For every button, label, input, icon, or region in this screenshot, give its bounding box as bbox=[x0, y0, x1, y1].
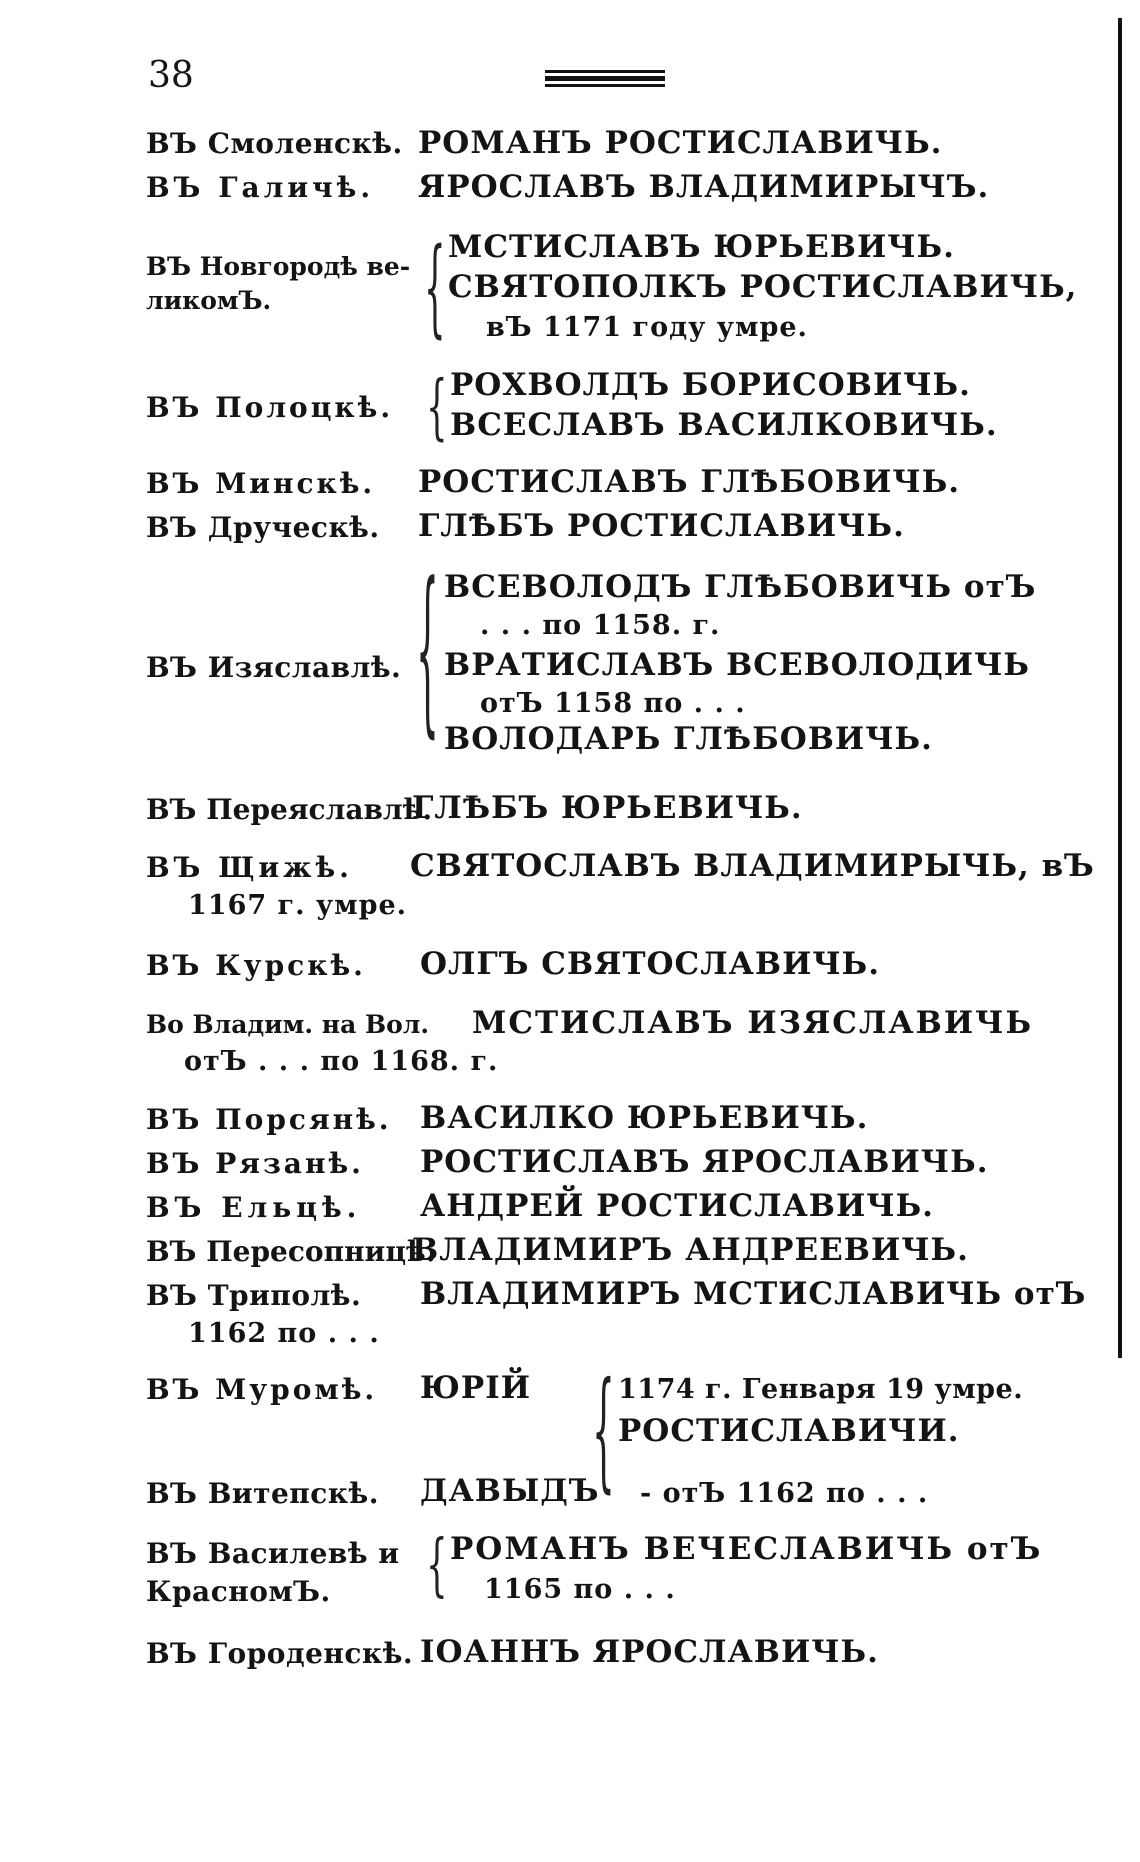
entry-place: ВЪ Минскѣ. bbox=[146, 467, 376, 500]
entry-ruler: ЯРОСЛАВЪ ВЛАДИМИРЫЧЪ. bbox=[418, 169, 990, 205]
entry-ruler: ГЛѢБЪ РОСТИСЛАВИЧЬ. bbox=[418, 508, 905, 544]
curly-brace-icon: { bbox=[426, 1526, 448, 1606]
curly-brace-icon: { bbox=[426, 365, 448, 450]
entry-ruler: РОМАНЪ РОСТИСЛАВИЧЬ. bbox=[418, 125, 943, 161]
entry-ruler: ДАВЫДЪ bbox=[420, 1473, 600, 1509]
page-edge-line bbox=[1118, 18, 1122, 1358]
entry-ruler: РОХВОЛДЪ БОРИСОВИЧЬ. bbox=[450, 367, 971, 403]
entry-place: ВЪ Галичѣ. bbox=[146, 171, 375, 204]
entry-ruler: МСТИСЛАВЪ ЮРЬЕВИЧЬ. bbox=[448, 229, 955, 265]
entry-ruler: СВЯТОПОЛКЪ РОСТИСЛАВИЧЬ, bbox=[448, 269, 1078, 305]
entry-note: вЪ 1171 году умре. bbox=[486, 312, 808, 343]
curly-brace-icon: { bbox=[424, 226, 446, 351]
entry-ruler: ВЛАДИМИРЪ МСТИСЛАВИЧЬ отЪ bbox=[420, 1276, 1087, 1312]
entry-note: - отЪ 1162 по . . . bbox=[640, 1478, 929, 1509]
entry-ruler: ВРАТИСЛАВЪ ВСЕВОЛОДИЧЬ bbox=[444, 647, 1030, 683]
entry-ruler: РОСТИСЛАВЪ ГЛѢБОВИЧЬ. bbox=[418, 464, 961, 500]
entry-place: ВЪ Триполѣ. bbox=[146, 1279, 362, 1312]
entry-ruler: РОСТИСЛАВЪ ЯРОСЛАВИЧЬ. bbox=[420, 1144, 989, 1180]
entry-ruler: СВЯТОСЛАВЪ ВЛАДИМИРЫЧЬ, вЪ bbox=[410, 848, 1095, 884]
entry-place: ВЪ Переяславлѣ. bbox=[146, 793, 433, 826]
entry-place: ВЪ Рязанѣ. bbox=[146, 1147, 364, 1180]
entry-note: отЪ . . . по 1168. г. bbox=[184, 1046, 499, 1077]
entry-place: ВЪ Ельцѣ. bbox=[146, 1191, 362, 1224]
entry-ruler: АНДРЕЙ РОСТИСЛАВИЧЬ. bbox=[420, 1188, 934, 1224]
page-number: 38 bbox=[148, 55, 194, 96]
entry-ruler: ВАСИЛКО ЮРЬЕВИЧЬ. bbox=[420, 1100, 869, 1136]
entry-place: ВЪ Полоцкѣ. bbox=[146, 391, 394, 424]
entry-place: ВЪ Муромѣ. bbox=[146, 1373, 378, 1406]
entry-place: ликомЪ. bbox=[146, 286, 272, 315]
entry-place: ВЪ Щижѣ. bbox=[146, 851, 353, 884]
entry-ruler: ВЛАДИМИРЪ АНДРЕЕВИЧЬ. bbox=[412, 1232, 969, 1268]
header-rule-bottom bbox=[545, 84, 665, 87]
header-rule-mid bbox=[545, 76, 665, 81]
entry-note: 1174 г. Генваря 19 умре. bbox=[618, 1374, 1024, 1405]
entry-ruler: ГЛѢБЪ ЮРЬЕВИЧЬ. bbox=[412, 790, 803, 826]
entry-place: ВЪ Смоленскѣ. bbox=[146, 127, 403, 160]
entry-place: ВЪ Друческѣ. bbox=[146, 511, 380, 544]
entry-ruler: ЮРІЙ bbox=[420, 1370, 532, 1406]
entry-ruler: МСТИСЛАВЪ ИЗЯСЛАВИЧЬ bbox=[472, 1005, 1034, 1041]
entry-note: 1167 г. умре. bbox=[188, 890, 408, 921]
entry-ruler: ІОАННЪ ЯРОСЛАВИЧЬ. bbox=[420, 1634, 879, 1670]
entry-place: ВЪ Витепскѣ. bbox=[146, 1477, 379, 1510]
entry-ruler: ОЛГЪ СВЯТОСЛАВИЧЬ. bbox=[420, 946, 881, 982]
entry-place: ВЪ Василевѣ и bbox=[146, 1537, 400, 1570]
curly-brace-icon: { bbox=[416, 551, 439, 756]
entry-place: ВЪ Городенскѣ. bbox=[146, 1637, 414, 1670]
entry-note: 1162 по . . . bbox=[188, 1318, 380, 1349]
entry-place: ВЪ Изяславлѣ. bbox=[146, 651, 402, 684]
entry-place: ВЪ Пересопницѣ. bbox=[146, 1235, 436, 1268]
entry-ruler: РОСТИСЛАВИЧИ. bbox=[618, 1413, 960, 1449]
entry-place: КрасномЪ. bbox=[146, 1575, 331, 1608]
entry-place: Во Владим. на Вол. bbox=[146, 1010, 430, 1039]
entry-ruler: РОМАНЪ ВЕЧЕСЛАВИЧЬ отЪ bbox=[450, 1531, 1043, 1567]
entry-ruler: ВОЛОДАРЬ ГЛѢБОВИЧЬ. bbox=[444, 721, 933, 757]
entry-ruler: ВСЕСЛАВЪ ВАСИЛКОВИЧЬ. bbox=[450, 407, 998, 443]
entry-ruler: ВСЕВОЛОДЪ ГЛѢБОВИЧЬ отЪ bbox=[444, 569, 1037, 605]
entry-place: ВЪ Курскѣ. bbox=[146, 949, 366, 982]
entry-note: отЪ 1158 по . . . bbox=[480, 688, 746, 719]
entry-place: ВЪ Новгородѣ ве- bbox=[146, 252, 411, 281]
entry-note: . . . по 1158. г. bbox=[480, 610, 721, 641]
entry-place: ВЪ Порсянѣ. bbox=[146, 1103, 392, 1136]
header-rule-top bbox=[545, 70, 665, 73]
entry-note: 1165 по . . . bbox=[484, 1574, 676, 1605]
curly-brace-icon: { bbox=[592, 1359, 615, 1507]
